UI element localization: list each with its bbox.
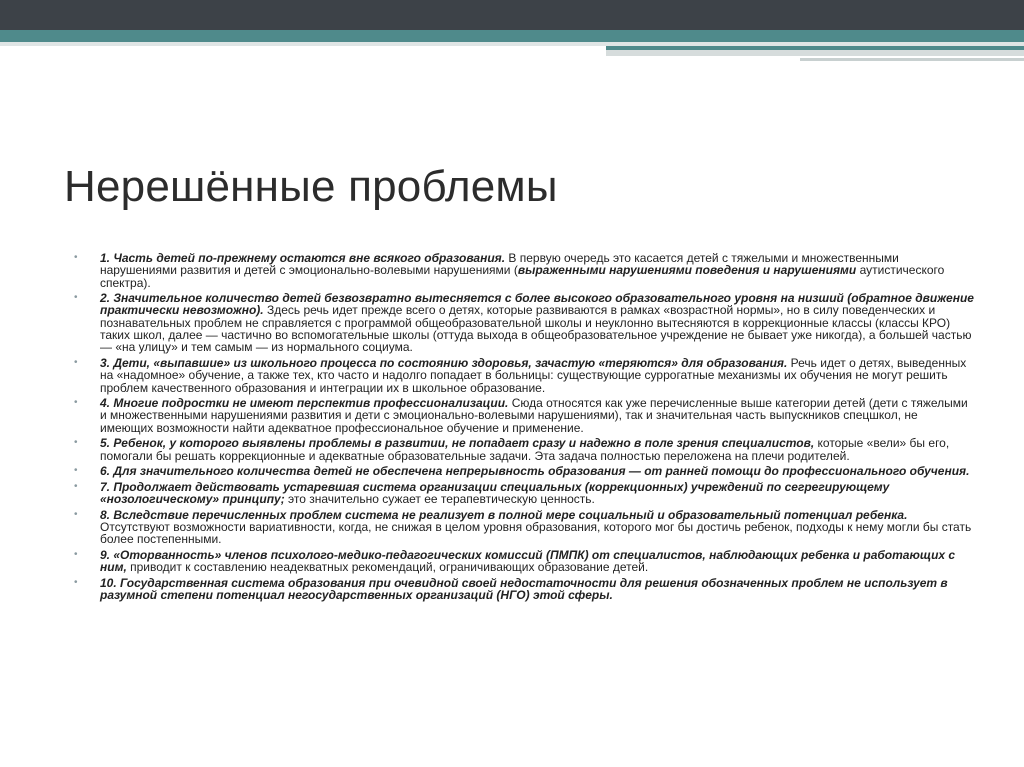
light-line <box>0 42 1024 46</box>
item-text: В первую очередь это касается детей с тяжелыми и множественными нарушениями развития и детей с эмоционально-волевыми нарушениями ( <box>100 251 899 278</box>
item-text: приводит к составлению неадекватных рекомендаций, ограничивающих образование детей. <box>126 560 649 575</box>
problems-list <box>74 252 974 605</box>
item-heading: 4. Многие подростки не имеют перспектив профессионализации. <box>100 396 509 411</box>
teal-stripe <box>606 46 1024 50</box>
item-heading-2: выраженными нарушениями поведения и нарушениями <box>517 263 857 278</box>
item-heading: 2. Значительное количество детей безвозвратно вытесняется с более высокого образовательного уровня на низший (обратное движение практически невозможно). <box>100 291 974 318</box>
item-text: Сюда относятся как уже перечисленные выше категории детей (дети с тяжелыми и множественными нарушениями развития и дети с эмоционально-волевыми нарушениями), так и значительная часть выпускников спецшкол, не имеющих возможности найти адекватное профессиональное обучение и применение. <box>100 396 968 435</box>
header-decoration <box>0 0 1024 70</box>
item-heading: 1. Часть детей по-прежнему остаются вне всякого образования. <box>100 251 506 265</box>
list-item <box>74 465 974 477</box>
item-text: это значительно сужает ее терапевтическую ценность. <box>284 492 595 507</box>
list-item <box>74 437 974 462</box>
list-item <box>74 252 974 289</box>
item-text-2: аутистического спектра). <box>100 263 945 290</box>
item-heading: 6. Для значительного количества детей не обеспечена непрерывность образования — от ранней помощи до профессионального обучения. <box>100 464 970 479</box>
list-item <box>74 357 974 394</box>
short-stripe <box>800 58 1024 61</box>
item-text: Отсутствуют возможности вариативности, когда, не снижая в целом уровня образования, которого мог бы достичь ребенок, подходы к нему могли бы стать более постепенными. <box>100 520 972 547</box>
bullet-icon: • <box>74 292 78 304</box>
bullet-icon: • <box>74 356 78 368</box>
item-heading: 3. Дети, «выпавшие» из школьного процесса по состоянию здоровья, зачастую «теряются» для образования. <box>100 355 788 370</box>
item-heading: 8. Вследствие перечисленных проблем система не реализует в полной мере социальный и образовательный потенциал ребенка. <box>100 507 908 522</box>
item-text: Речь идет о детях, выведенных на «надомное» обучение, а также тех, кто часто и надолго попадает в больницы: существующие суррогатные механизмы их обучения не могут решить проблем качественного образования и интеграции их в школьное образование. <box>100 355 967 395</box>
list-item <box>74 509 974 546</box>
item-heading: 10. Государственная система образования при очевидной своей недостаточности для решения обозначенных проблем не использует в разумной степени потенциал негосударственных организаций (НГО) этой сферы. <box>100 575 948 603</box>
list-item <box>74 397 974 434</box>
bullet-icon: • <box>74 252 78 263</box>
item-heading: 7. Продолжает действовать устаревшая система организации специальных (коррекционных) учреждений по сегрегирующему «нозологическому» принципу; <box>100 479 890 507</box>
item-text: которые «вели» бы его, помогали бы решать коррекционные и адекватные образовательные задачи. Эта задача полностью переложена на плечи родителей. <box>100 436 950 463</box>
list-item <box>74 292 974 353</box>
dark-band <box>0 0 1024 30</box>
bullet-icon: • <box>74 548 78 560</box>
item-heading: 9. «Оторванность» членов психолого-медико-педагогических комиссий (ПМПК) от специалистов, наблюдающих ребенка и работающих с ним, <box>100 547 956 575</box>
bullet-icon: • <box>74 508 78 520</box>
grey-stripe <box>606 50 1024 56</box>
list-item <box>74 577 974 602</box>
bullet-icon: • <box>74 480 78 492</box>
list-item <box>74 549 974 574</box>
bullet-icon: • <box>74 397 78 409</box>
bullet-icon: • <box>74 437 78 449</box>
page-title: Нерешённые проблемы <box>64 162 558 211</box>
item-text: Здесь речь идет прежде всего о детях, которые развиваются в рамках «возрастной нормы», но в силу поведенческих и познавательных проблем не справляется с программой общеобразовательной школы и неуклонно вытесняются в коррекционные классы (классы КРО) таких школ, далее — частично во вспомогательные школы (оттуда выхода в общеобразовательное учреждение не бывает уже никогда), а большей частью — «на улицу» и тем самым — из нормального социума. <box>100 303 972 355</box>
item-heading: 5. Ребенок, у которого выявлены проблемы в развитии, не попадает сразу и надежно в поле зрения специалистов, <box>100 436 815 451</box>
list-item <box>74 481 974 506</box>
bullet-icon: • <box>74 576 78 588</box>
bullet-icon: • <box>74 465 78 477</box>
teal-band <box>0 30 1024 42</box>
